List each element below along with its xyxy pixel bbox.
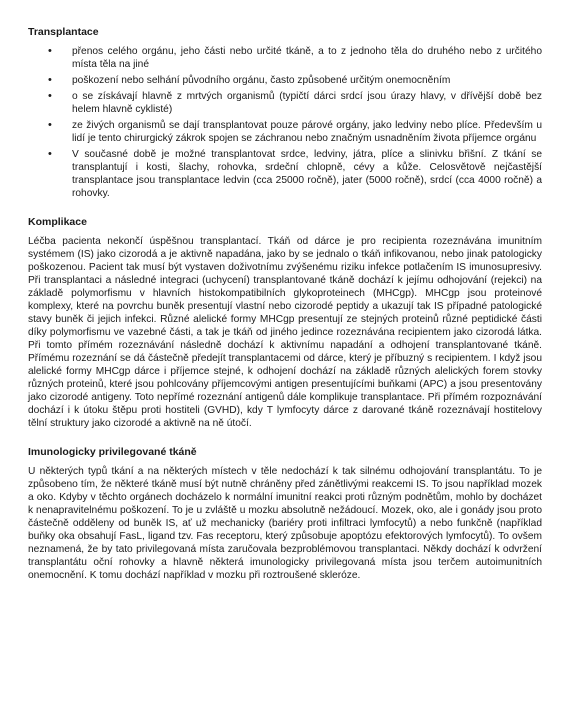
list-item: • poškození nebo selhání původního orgánu, často způsobené určitým onemocněním (72, 74, 542, 87)
list-item: • přenos celého orgánu, jeho části nebo určité tkáně, a to z jednoho těla do druhého nebo z určitého místa těla na jiné (72, 45, 542, 71)
heading-komplikace: Komplikace (28, 216, 87, 228)
heading-privilegovane-tkane: Imunologicky privilegované tkáně (28, 446, 197, 458)
heading-transplantace: Transplantace (28, 26, 99, 38)
list-item: • V současné době je možné transplantovat srdce, ledviny, játra, plíce a slinivku břišní. Z tkání se transplantují i kosti, šlachy, rohovka, srdeční chlopně, cévy a kůže. Celosvětově nejčastější transplantace jsou transplantace ledvin (cca 25000 ročně), jater (5000 ročně), srdcí (cca 4000 ročně) a rohovky. (72, 148, 542, 200)
paragraph-privilegovane-tkane: U některých typů tkání a na některých místech v těle nedochází k tak silnému odhojování transplantátu. To je způsobeno tím, že některé tkáně musí být nutně chráněny před zánětlivými reakcemi IS. To jsou například mozek a oko. Kdyby v těchto orgánech docházelo k normální imunitní reakci proti různým podnětům, mohlo by docházet k nenapravitelnému poškození. To je u zvláště u mozku absolutně nežádoucí. Mozek, oko, ale i gonády jsou proto částečně odděleny od buněk IS, ať už mechanicky (bariéry proti infiltraci lymfocytů) a nebo funkčně (například buňky oka obsahují FasL, ligand tzv. Fas receptoru, který způsobuje apoptózu efektorových lymfocytů). To ovšem neznamená, že by tato privilegovaná místa zaručovala bezproblémovou transplantaci. Někdy dochází k odvržení transplantátu oční rohovky a hlavně některá imunologicky privilegovaná místa jsou terčem autoimunitních onemocnění. K tomu dochází například v mozku při roztroušené skleróze. (28, 466, 542, 581)
transplantace-list (20, 45, 542, 200)
paragraph-komplikace: Léčba pacienta nekončí úspěšnou transplantací. Tkáň od dárce je pro recipienta rozeznávána imunitním systémem (IS) jako cizorodá a je aktivně napadána, jako by se jednalo o tkáň infikovanou, nebo jinak patologicky poškozenou. Pacient tak musí být vystaven doživotnímu zvýšenému riziku infekce potlačením IS imunosupresivy. Při transplantaci a následné integraci (uchycení) transplantované tkáně dochází k jejímu odhojování (rejekci) na základě polymorfismu v hlavních histokompatibilních glykoproteinech (MHCgp). MHCgp jsou proteinové komplexy, které na povrchu buněk presentují vlastní nebo cizorodé peptidy a ukazují tak IS případné patologické stavy buněk či jejich infekci. Různé alelické formy MHCgp presentují ze stejných proteinů různé peptidické části díky polymorfismu ve vazebné části, a tak je tkáň od jiného jedince rozeznávána recipientem jako cizorodá látka. Při tomto přímém rozeznávání následně dochází k aktivnímu napadání a odhojení transplantované tkáně. Přímému rozeznání se dá částečně předejít transplantacemi od dárce, který je příbuzný s recipientem. I když jsou alelické formy MHCgp dárce i příjemce stejné, k odhojení dochází na základě různých alelických forem stovky různých proteinů, které jsou pohlcovány příjemcovými antigen presentujícími buňkami (APC) a jsou presentovány jako cizorodé antigeny. Toto nepřímé rozeznání antigenů dále komplikuje transplantace. Při přímém rozpoznávání dochází i k útoku štěpu proti hostiteli (GVHD), kdy T lymfocyty dárce z darované tkáně rozeznávají hostitelovy tělní struktury jako cizorodé a aktivně na ně útočí. (28, 236, 542, 429)
list-item: • ze živých organismů se dají transplantovat pouze párové orgány, jako ledviny nebo plíce. Především u lidí je tento chirurgický zákrok spojen se záchranou nebo značným usnadněním života příjemce orgánu (72, 119, 542, 145)
list-item: • o se získávají hlavně z mrtvých organismů (typičtí dárci srdcí jsou úrazy hlavy, v dřívější době bez helem hlavně cyklisté) (72, 90, 542, 116)
